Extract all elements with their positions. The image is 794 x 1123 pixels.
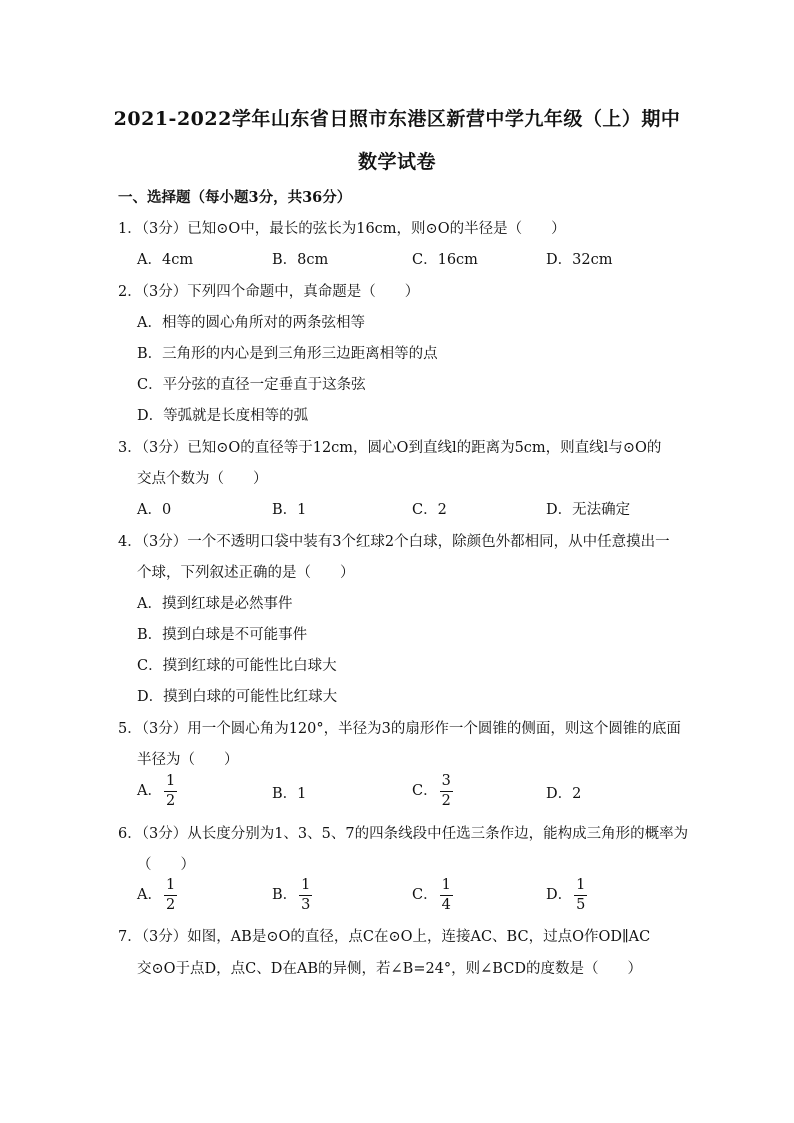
question-6-stem-line1: 6．（3分）从长度分别为1、3、5、7的四条线段中任选三条作边，能构成三角形的概率为 [118, 826, 689, 842]
question-5-option-b: B．1 [272, 786, 307, 802]
question-2-stem: 2．（3分）下列四个命题中，真命题是（ ） [118, 284, 420, 300]
fraction [164, 878, 177, 912]
denominator: 3 [301, 896, 311, 913]
denominator: 5 [576, 896, 586, 913]
fraction [299, 878, 312, 912]
question-2-option-b: B．三角形的内心是到三角形三边距离相等的点 [137, 346, 438, 362]
question-2-option-c: C．平分弦的直径一定垂直于这条弦 [137, 377, 366, 393]
question-5-option-c [412, 774, 453, 808]
numerator: 3 [440, 774, 453, 792]
question-6-option-a [137, 878, 177, 912]
question-4-option-a: A．摸到红球是必然事件 [137, 596, 293, 612]
fraction [440, 878, 453, 912]
fraction [574, 878, 587, 912]
question-3-option-a: A．0 [137, 502, 172, 518]
question-1-stem: 1．（3分）已知⊙O中，最长的弦长为16cm，则⊙O的半径是（ ） [118, 221, 566, 237]
question-4-option-c: C．摸到红球的可能性比白球大 [137, 658, 337, 674]
question-6-option-c [412, 878, 453, 912]
option-label: A． [137, 887, 162, 903]
option-label: D． [546, 887, 573, 903]
question-4-option-b: B．摸到白球是不可能事件 [137, 627, 308, 643]
question-3-option-b: B．1 [272, 502, 307, 518]
question-3-stem-line1: 3．（3分）已知⊙O的直径等于12cm，圆心O到直线l的距离为5cm，则直线l与⊙O的 [118, 440, 662, 456]
option-label: C． [412, 887, 438, 903]
numerator: 1 [574, 878, 587, 896]
denominator: 2 [165, 792, 176, 809]
question-3-stem-line2: 交点个数为（ ） [137, 471, 268, 487]
question-4-option-d: D．摸到白球的可能性比红球大 [137, 689, 338, 705]
question-2-option-a: A．相等的圆心角所对的两条弦相等 [137, 315, 365, 331]
question-1-option-d: D．32cm [546, 252, 613, 268]
fraction [440, 774, 453, 808]
question-5-stem-line2: 半径为（ ） [137, 752, 239, 768]
question-6-option-d [546, 878, 587, 912]
option-label: B． [272, 887, 298, 903]
exam-title-line1: 2021-2022学年山东省日照市东港区新营中学九年级（上）期中 [113, 108, 681, 130]
question-6-option-b [272, 878, 312, 912]
exam-title-line2: 数学试卷 [357, 151, 436, 173]
question-1-option-c: C．16cm [412, 252, 478, 268]
option-label: C． [412, 783, 438, 799]
question-4-stem-line1: 4．（3分）一个不透明口袋中装有3个红球2个白球，除颜色外都相同，从中任意摸出一 [118, 534, 670, 550]
question-1-option-b: B．8cm [272, 252, 329, 268]
numerator: 1 [440, 878, 453, 896]
question-3-option-c: C．2 [412, 502, 447, 518]
question-3-option-d: D．无法确定 [546, 502, 631, 518]
denominator: 4 [441, 896, 451, 913]
question-2-option-d: D．等弧就是长度相等的弧 [137, 408, 309, 424]
question-6-stem-line2: （ ） [137, 857, 195, 873]
question-5-stem-line1: 5．（3分）用一个圆心角为120°，半径为3的扇形作一个圆锥的侧面，则这个圆锥的底面 [118, 721, 681, 737]
question-1-option-a: A．4cm [137, 252, 194, 268]
question-5-option-d: D．2 [546, 786, 582, 802]
question-4-stem-line2: 个球，下列叙述正确的是（ ） [137, 565, 355, 581]
numerator: 1 [299, 878, 312, 896]
denominator: 2 [441, 792, 451, 809]
option-label: A． [137, 783, 162, 799]
question-7-stem-line2: 交⊙O于点D，点C、D在AB的异侧，若∠B=24°，则∠BCD的度数是（ ） [137, 961, 642, 977]
denominator: 2 [165, 896, 176, 913]
section-heading: 一、选择题（每小题3分，共36分） [118, 189, 352, 206]
question-5-option-a [137, 774, 177, 808]
numerator: 1 [164, 774, 177, 792]
question-7-stem-line1: 7．（3分）如图，AB是⊙O的直径，点C在⊙O上，连接AC、BC，过点O作OD∥AC [118, 929, 651, 945]
fraction [164, 774, 177, 808]
numerator: 1 [164, 878, 177, 896]
